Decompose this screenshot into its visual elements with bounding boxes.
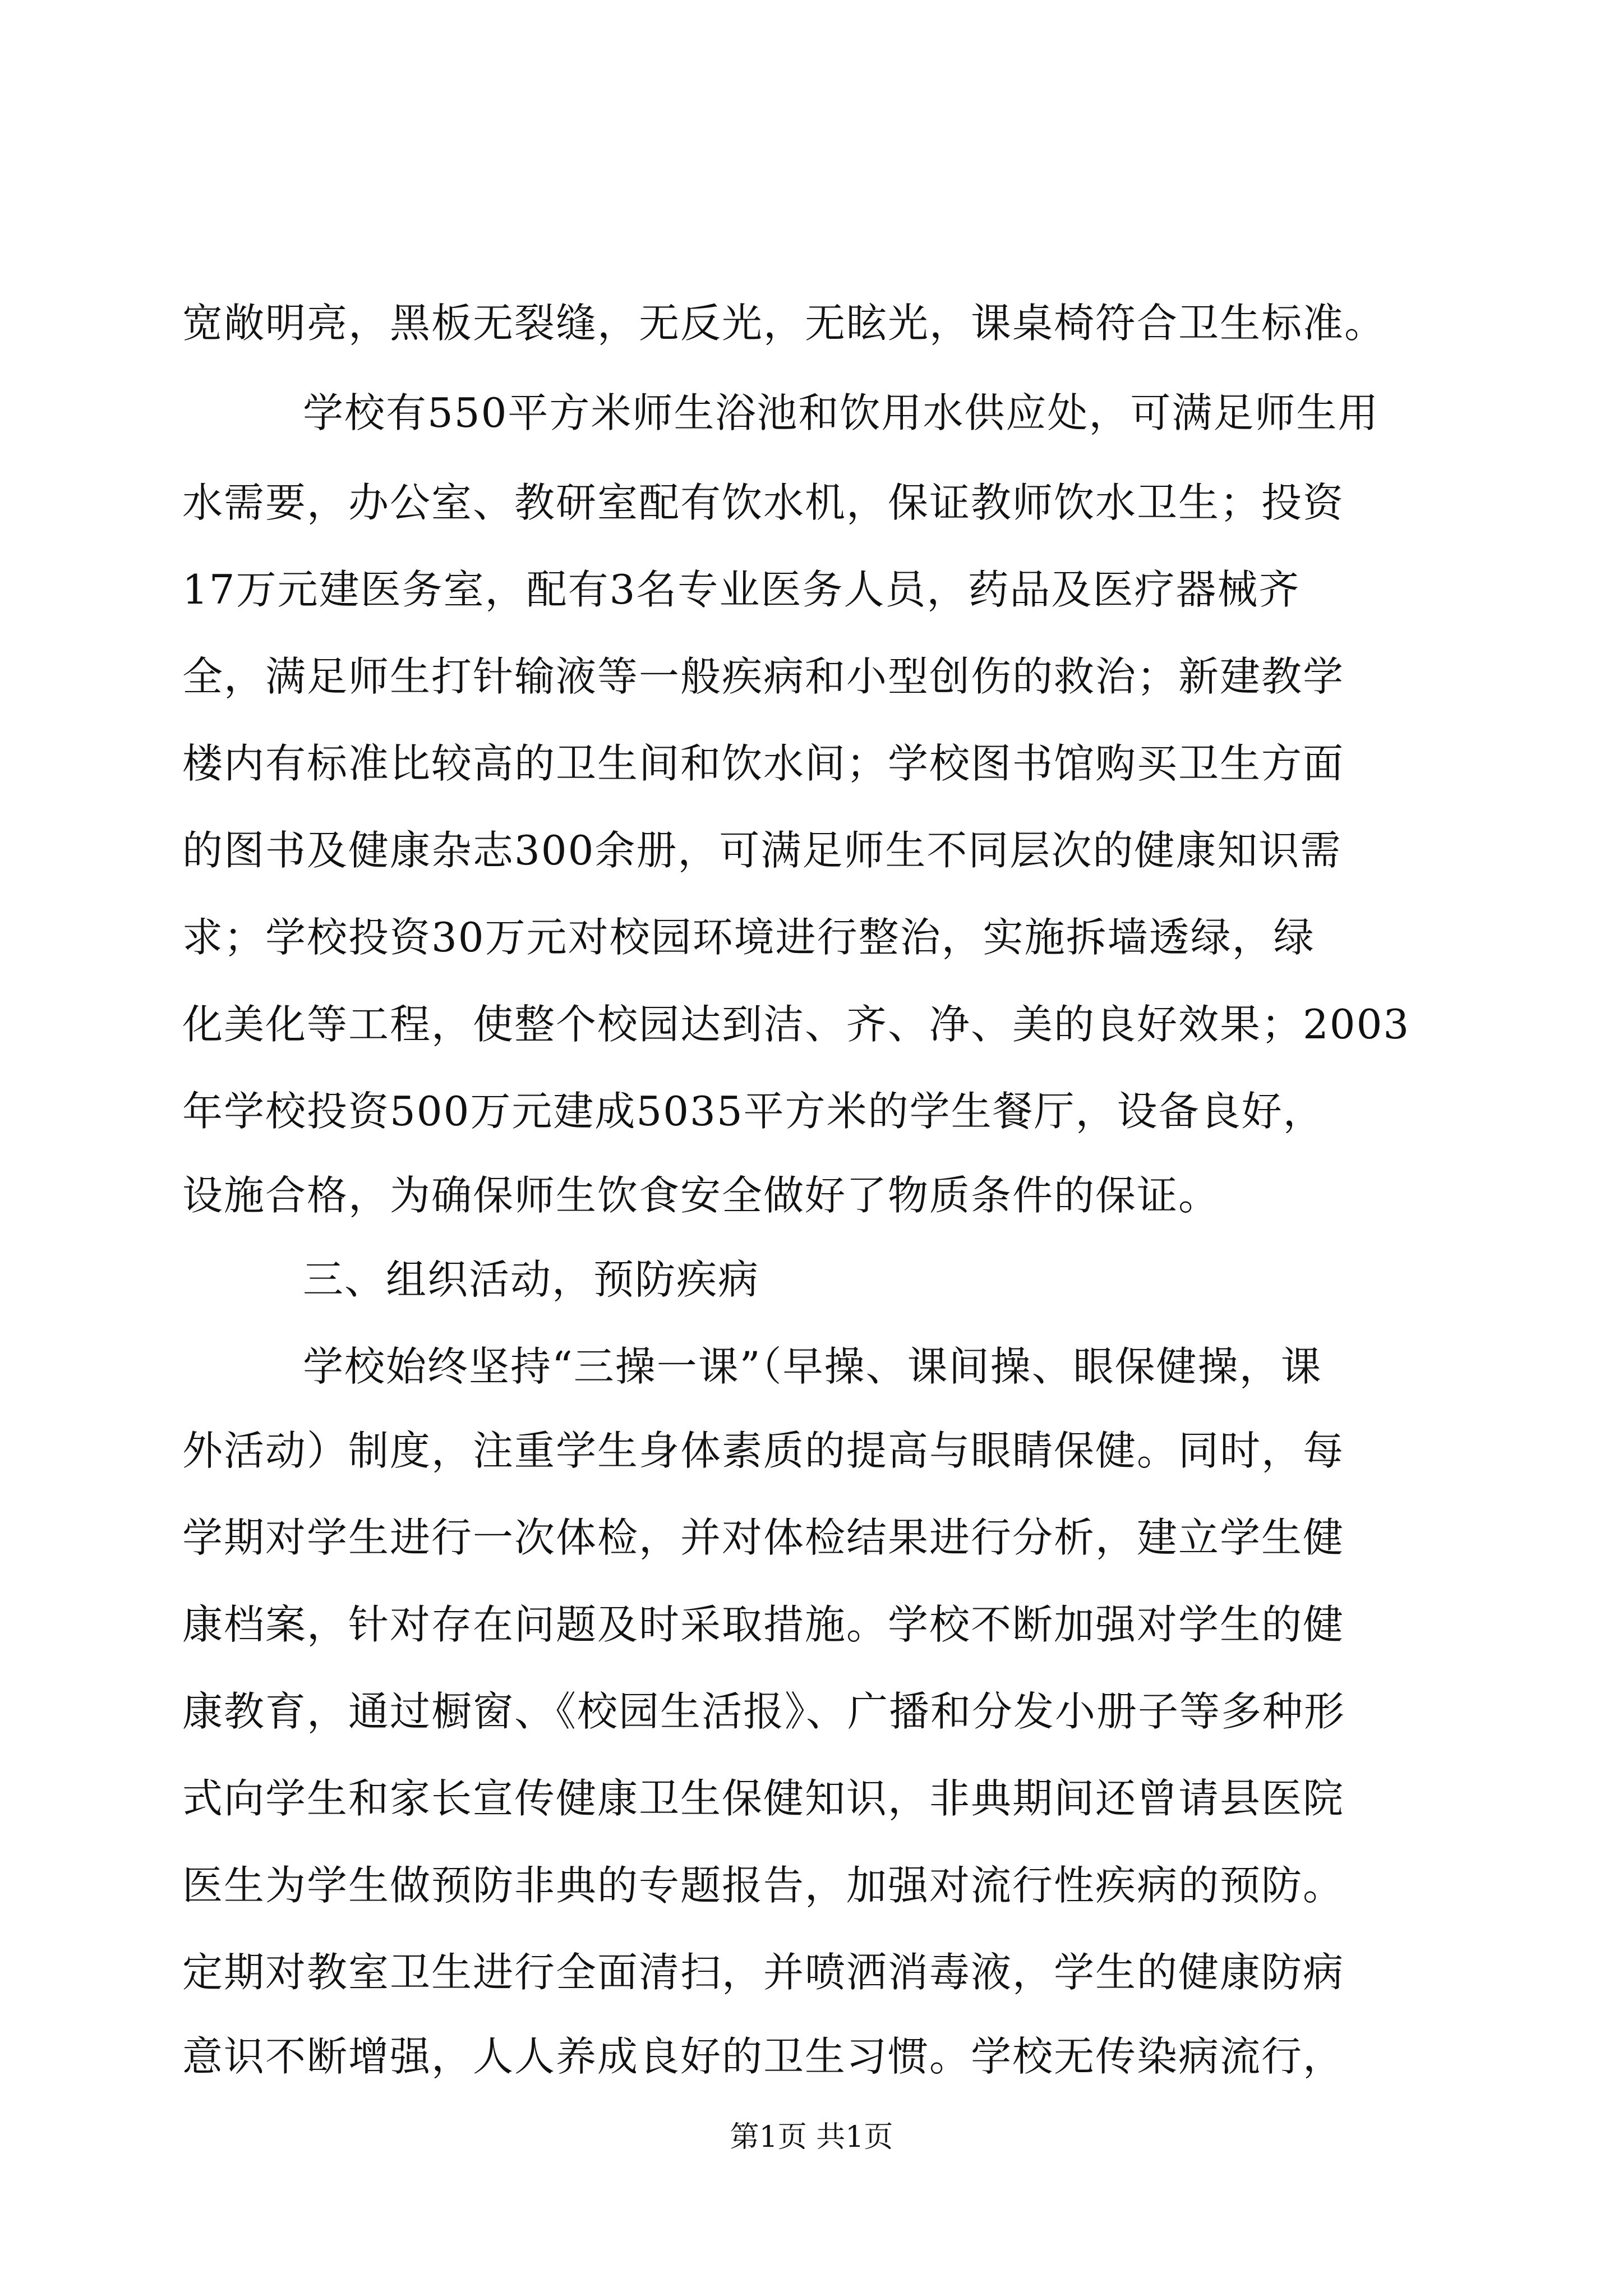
text-line: 外活动）制度，注重学生身体素质的提高与眼睛保健。同时，每 [182,1427,1345,1474]
text-line: 水需要，办公室、教研室配有饮水机，保证教师饮水卫生；投资 [182,479,1345,526]
text-line: 17万元建医务室，配有3名专业医务人员，药品及医疗器械齐 [182,566,1301,613]
section-heading: 三、组织活动，预防疾病 [303,1256,760,1303]
text-line: 求；学校投资30万元对校园环境进行整治，实施拆墙透绿，绿 [182,914,1315,961]
text-line: 化美化等工程，使整个校园达到洁、齐、净、美的良好效果；2003 [182,1001,1410,1048]
text-line: 的图书及健康杂志300余册，可满足师生不同层次的健康知识需 [182,827,1342,874]
text-line: 定期对教室卫生进行全面清扫，并喷洒消毒液，学生的健康防病 [182,1949,1345,1996]
text-line: 式向学生和家长宣传健康卫生保健知识，非典期间还曾请县医院 [182,1775,1345,1822]
paragraph-start-line: 学校始终坚持“三操一课”（早操、课间操、眼保健操，课 [303,1343,1322,1390]
text-line: 医生为学生做预防非典的专题报告，加强对流行性疾病的预防。 [182,1862,1345,1909]
text-line: 楼内有标准比较高的卫生间和饮水间；学校图书馆购买卫生方面 [182,740,1345,787]
text-line: 康教育，通过橱窗、《校园生活报》、广播和分发小册子等多种形 [182,1688,1346,1735]
text-line: 设施合格，为确保师生饮食安全做好了物质条件的保证。 [182,1172,1220,1219]
text-line: 康档案，针对存在问题及时采取措施。学校不断加强对学生的健 [182,1601,1345,1648]
text-line: 宽敞明亮，黑板无裂缝，无反光，无眩光，课桌椅符合卫生标准。 [182,300,1386,347]
paragraph-start-line: 学校有550平方米师生浴池和饮用水供应处，可满足师生用 [303,389,1380,436]
text-line: 全，满足师生打针输液等一般疾病和小型创伤的救治；新建教学 [182,653,1345,700]
text-line: 意识不断增强，人人养成良好的卫生习惯。学校无传染病流行， [182,2033,1345,2080]
page-footer: 第1页 共1页 [730,2120,893,2154]
text-line: 年学校投资500万元建成5035平方米的学生餐厅，设备良好， [182,1088,1325,1135]
text-line: 学期对学生进行一次体检，并对体检结果进行分析，建立学生健 [182,1514,1345,1561]
